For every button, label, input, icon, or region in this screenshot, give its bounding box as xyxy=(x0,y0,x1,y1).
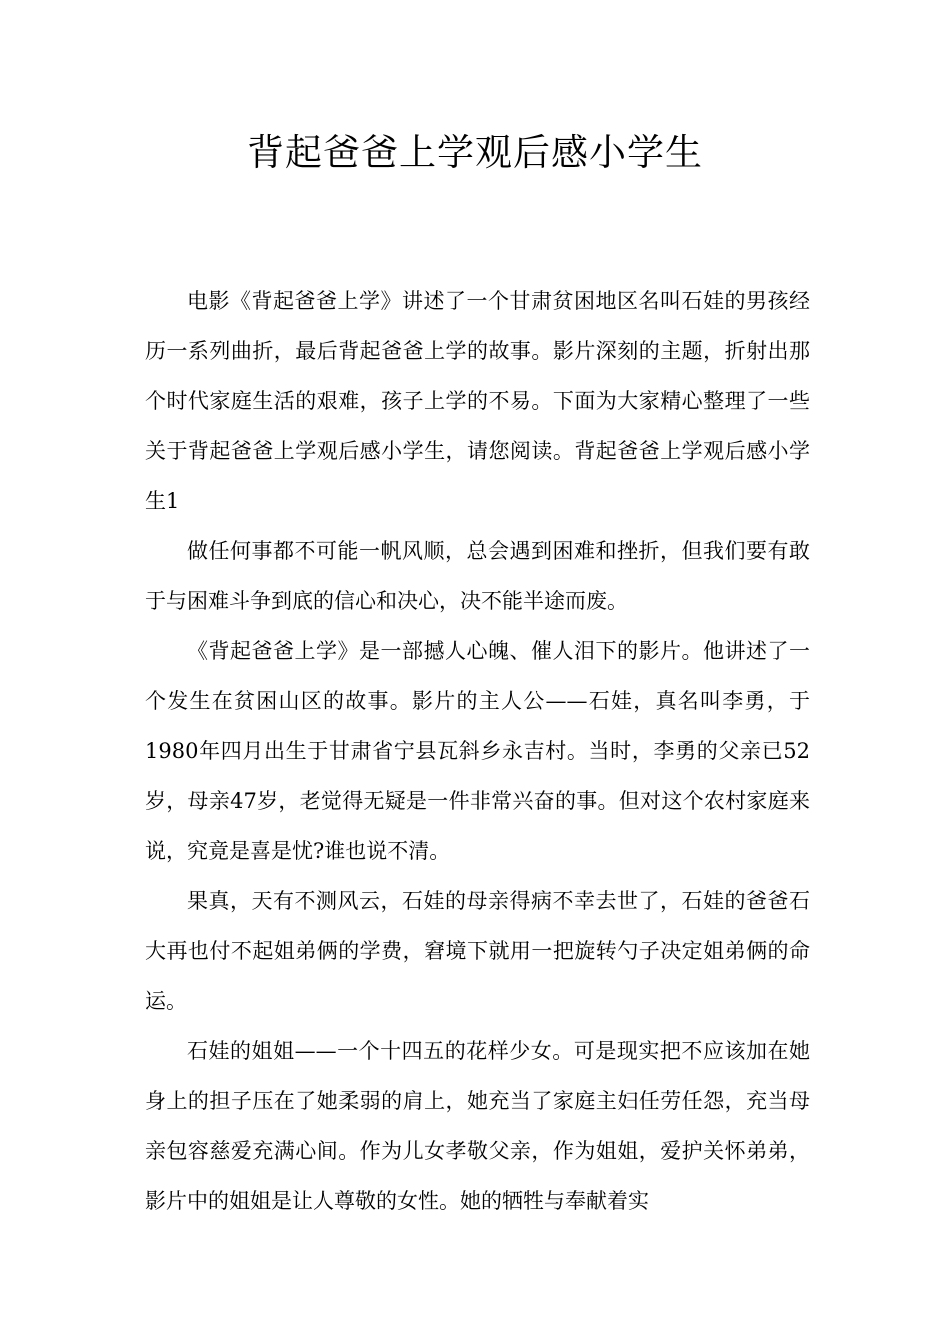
paragraph: 石娃的姐姐——一个十四五的花样少女。可是现实把不应该加在她身上的担子压在了她柔弱的肩上，她充当了家庭主妇任劳任怨，充当母亲包容慈爱充满心间。作为儿女孝敬父亲，作为姐姐，爱护关怀弟弟，影片中的姐姐是让人尊敬的女性。她的牺牲与奉献着实 xyxy=(145,1039,810,1213)
document-title: 背起爸爸上学观后感小学生 xyxy=(247,131,703,174)
paragraph: 《背起爸爸上学》是一部撼人心魄、催人泪下的影片。他讲述了一个发生在贫困山区的故事。影片的主人公——石娃，真名叫李勇，于1980年四月出生于甘肃省宁县瓦斜乡永吉村。当时，李勇的父亲已52岁，母亲47岁，老觉得无疑是一件非常兴奋的事。但对这个农村家庭来说，究竟是喜是忧?谁也说不清。 xyxy=(145,639,810,863)
paragraph: 电影《背起爸爸上学》讲述了一个甘肃贫困地区名叫石娃的男孩经历一系列曲折，最后背起爸爸上学的故事。影片深刻的主题，折射出那个时代家庭生活的艰难，孩子上学的不易。下面为大家精心整理了一些关于背起爸爸上学观后感小学生，请您阅读。背起爸爸上学观后感小学生1 xyxy=(145,289,810,513)
document-body xyxy=(145,276,810,1226)
paragraph: 果真，天有不测风云，石娃的母亲得病不幸去世了，石娃的爸爸石大再也付不起姐弟俩的学费，窘境下就用一把旋转勺子决定姐弟俩的命运。 xyxy=(145,889,810,1013)
paragraph: 做任何事都不可能一帆风顺，总会遇到困难和挫折，但我们要有敢于与困难斗争到底的信心和决心，决不能半途而废。 xyxy=(145,539,810,613)
